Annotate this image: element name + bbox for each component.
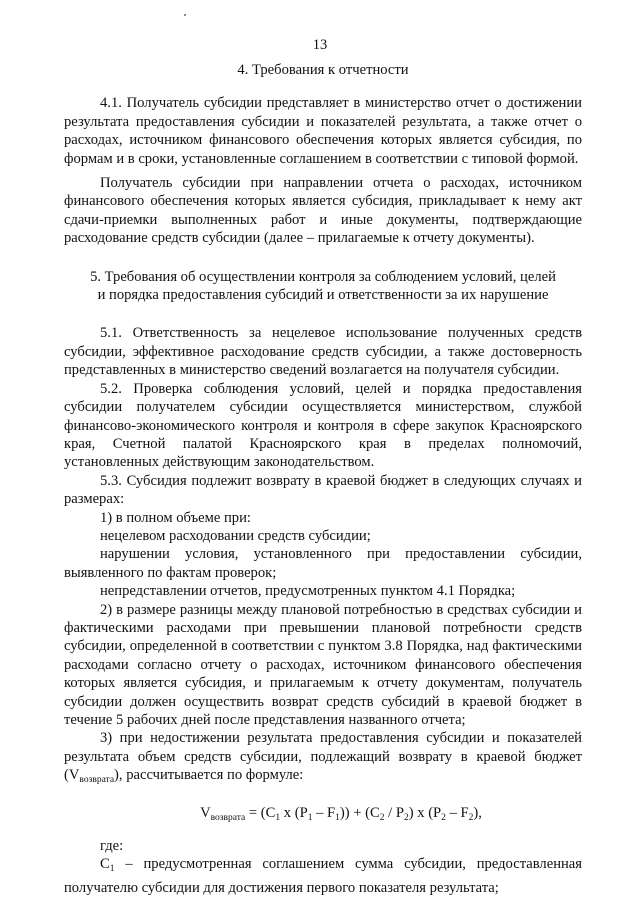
formula-sub: 1 — [307, 812, 313, 823]
formula-part: x (P — [280, 804, 308, 821]
formula-sub: 1 — [335, 812, 340, 823]
list-item-3-text: 3) при недостижении результата предоставления субсидии и показателей результата объем средств субсидии, подлежащий возврату в краевой бюджет — [64, 730, 582, 765]
section-4-paragraph-2: Получатель субсидии при направлении отчета о расходах, источником финансового обеспечения которых является субсидия, прикладывает к нему акт сдачи-приемки выполненных работ и иные документы, подтверждающие расходование средств субсидии (далее – прилагаемые к отчету документы). — [64, 175, 582, 247]
section-5-paragraph-3: 5.3. Субсидия подлежит возврату в краевой бюджет в следующих случаях и размерах: — [64, 472, 582, 508]
formula-sub: 2 — [403, 812, 409, 823]
formula-sub: 2 — [441, 812, 446, 823]
v-return-subscript: возврата — [79, 775, 115, 786]
c1-subscript: 1 — [109, 864, 115, 875]
list-item-2: 2) в размере разницы между плановой потребностью в средствах субсидии и фактическими расходами при превышении плановой потребности средств субсидии, определенной в соответствии с пунктом 3.8 Порядка, над фактическими расходами согласно отчету о расходах, источником финансового обеспечения которых является субсидия, и прилагаемым к отчету документам, получатель субсидии должен осуществить возврат средств субсидий в краевой бюджет в течение 5 рабочих дней после представления названного отчета; — [64, 601, 582, 728]
section-4-paragraph-1: 4.1. Получатель субсидии представляет в министерство отчет о достижении результата предоставления субсидии и показателей результата, а также отчет о расходах, источником финансового обеспечения которых является субсидия, по формам и в сроки, установленные соглашением в соответствии с типовой формой. — [64, 95, 582, 167]
formula-sub: 1 — [275, 812, 281, 823]
formula-sub: 2 — [468, 812, 474, 823]
v-return-symbol: V — [68, 767, 80, 784]
page-number: 13 — [312, 37, 328, 53]
list-item-3: 3) при недостижении результата предоставления субсидии и показателей результата объем средств субсидии, подлежащий возврату в краевой бюджет $(V_{возврата})$, рассчитывается по формуле: — [64, 730, 582, 786]
formula-lhs-sub: возврата — [210, 812, 246, 823]
c1-text: – предусмотренная соглашением сумма субсидии, предоставленная получателю субсидии для достижения первого показателя результата; — [64, 856, 582, 896]
list-item-1: 1) в полном объеме при: — [100, 509, 251, 526]
list-item-1b: нарушении условия, установленного при предоставлении субсидии, выявленного по фактам проверок; — [64, 546, 582, 581]
formula-part: – F — [312, 804, 336, 821]
c1-definition — [64, 855, 582, 897]
section-5-paragraph-2: 5.2. Проверка соблюдения условий, целей и порядка предоставления субсидии получателем субсидии осуществляется министерством, службой финансово-экономического контроля и контроля в сфере закупок Красноярского края, Счетной палатой Красноярского края в пределах полномочий, установленных действующим законодательством. — [64, 380, 582, 471]
formula-part: ) x (P — [408, 804, 442, 821]
formula-part: ), — [473, 804, 482, 821]
section-4-title: 4. Требования к отчетности — [237, 62, 409, 78]
formula-sub: 2 — [379, 812, 385, 823]
scan-dot — [184, 14, 186, 16]
formula-part: / P — [384, 804, 404, 821]
section-5-title-line-2: и порядка предоставления субсидий и ответственности за их нарушение — [97, 287, 549, 304]
list-item-3-tail: ), рассчитывается по формуле: — [114, 767, 304, 784]
formula-lhs: V — [200, 804, 211, 821]
c1-symbol: C — [100, 856, 110, 873]
formula-part: )) + (C — [339, 804, 380, 821]
list-item-1c: непредставлении отчетов, предусмотренных пунктом 4.1 Порядка; — [100, 583, 516, 600]
section-5-paragraph-1: 5.1. Ответственность за нецелевое использование полученных средств субсидии, эффективное расходование средств субсидии, а также достоверность представленных в министерство сведений возлагается на получателя субсидии. — [64, 325, 582, 379]
document-body — [64, 61, 582, 897]
formula-part: – F — [445, 804, 469, 821]
section-5-title-line-1: 5. Требования об осуществлении контроля за соблюдением условий, целей — [90, 268, 556, 285]
formula-part: = (C — [245, 804, 276, 821]
list-item-1a: нецелевом расходовании средств субсидии; — [100, 527, 371, 544]
where-label: где: — [100, 838, 124, 855]
return-formula — [64, 804, 582, 827]
